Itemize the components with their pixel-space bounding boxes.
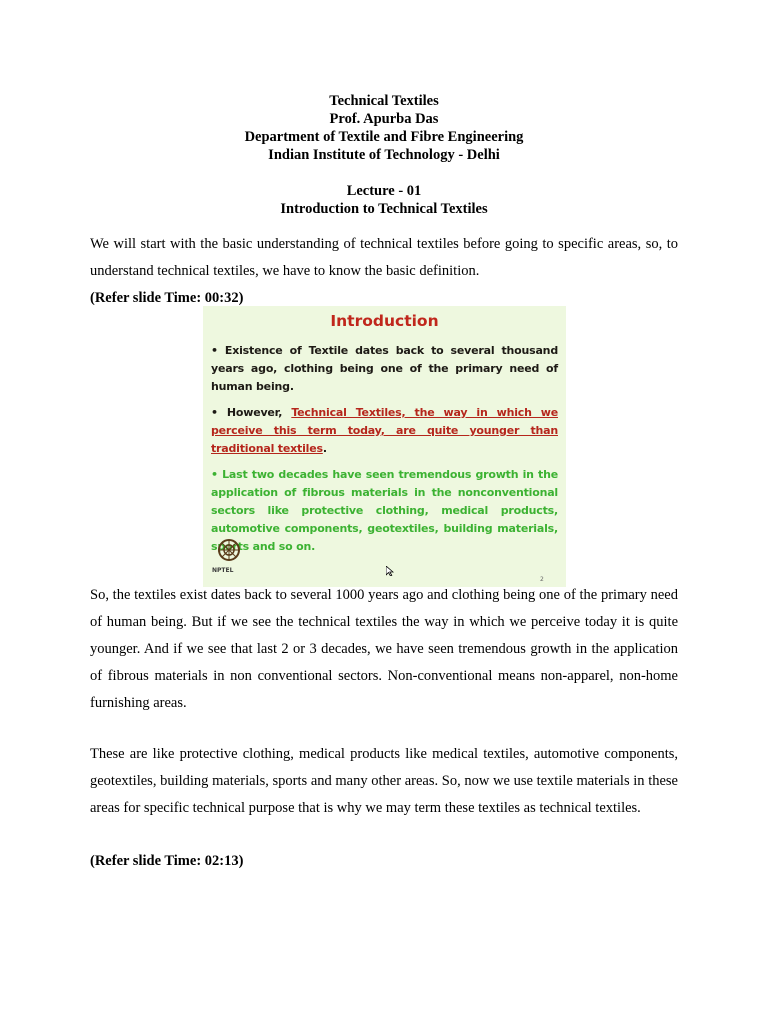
slide-bullet-2-prefix: • However, [211,406,292,419]
slide-title: Introduction [330,312,439,330]
refer-slide-time-1: (Refer slide Time: 00:32) [90,290,244,306]
slide-bullet-3: • Last two decades have seen tremendous growth in the application of fibrous materials in the nonconventional sectors like protective clothing, medical products, automotive components, geotextiles, building materials, sports and so on. [211,468,558,553]
mouse-cursor-icon [386,566,394,576]
professor-name: Prof. Apurba Das [329,111,439,127]
slide-bullet-2-suffix: . [322,442,327,455]
department-name: Department of Textile and Fibre Engineering [244,129,524,145]
slide-bullet-2-highlight: Technical Textiles, the way in which we perceive this term today, are quite younger than traditional textiles [211,406,558,455]
lecture-title: Introduction to Technical Textiles [280,201,488,217]
slide-bullet-2 [211,404,558,458]
slide-bullet-1: • Existence of Textile dates back to several thousand years ago, clothing being one of the primary need of human being. [211,344,558,393]
nptel-logo-icon [217,538,241,562]
refer-slide-time-2: (Refer slide Time: 02:13) [90,853,244,869]
institute-name: Indian Institute of Technology - Delhi [268,147,500,163]
document-header [0,92,768,218]
course-title: Technical Textiles [329,93,439,109]
slide-number: 2 [540,576,544,583]
nptel-logo-label: NPTEL [212,567,234,574]
paragraph-2: So, the textiles exist dates back to several 1000 years ago and clothing being one of the primary need of human being. But if we see the technical textiles the way in which we perceive today it is quite younger. And if we see that last 2 or 3 decades, we have seen tremendous growth in the application of fibrous materials in non conventional sectors. Non-conventional means non-apparel, non-home furnishing areas. [90,587,678,711]
lecture-number: Lecture - 01 [346,183,422,199]
lecture-slide [203,306,566,587]
paragraph-1: We will start with the basic understanding of technical textiles before going to specific areas, so, to understand technical textiles, we have to know the basic definition. [90,236,678,279]
paragraph-3: These are like protective clothing, medical products like medical textiles, automotive components, geotextiles, building materials, sports and many other areas. So, now we use textile materials in these areas for specific technical purpose that is why we may term these textiles as technical textiles. [90,746,678,816]
